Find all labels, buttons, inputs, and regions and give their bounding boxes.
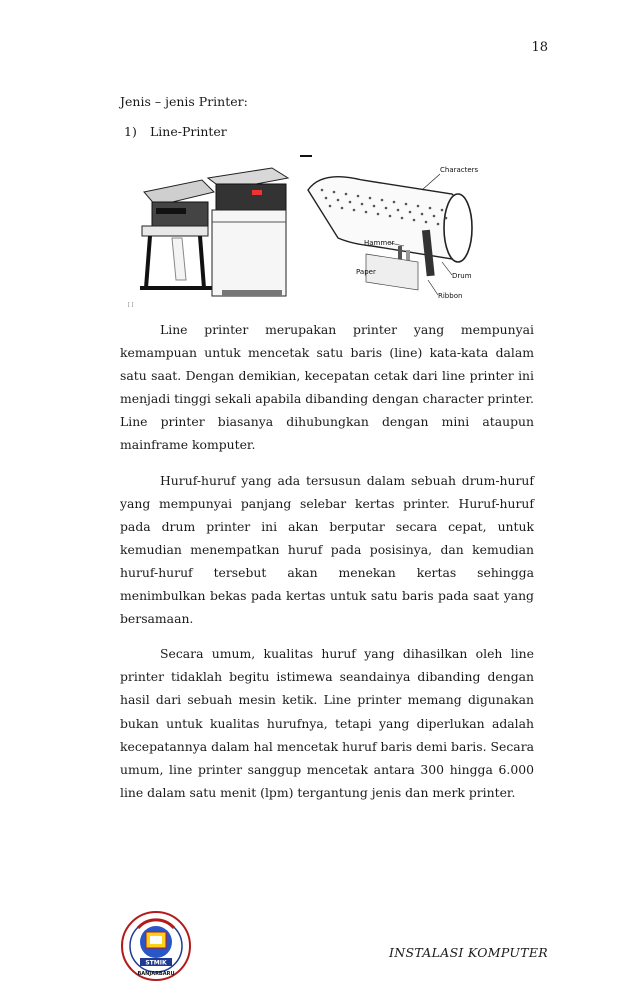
list-number: 1) xyxy=(124,124,137,139)
logo-city: BANJARBARU xyxy=(137,971,175,977)
list-label: Line-Printer xyxy=(149,124,227,139)
page-number: 18 xyxy=(531,40,548,55)
line-printer-figure xyxy=(122,150,490,310)
label-hammer: Hammer xyxy=(364,239,395,247)
paragraph-3: Secara umum, kualitas huruf yang dihasilkan oleh line printer tidaklah begitu istimewa seandainya dibanding dengan hasil dari sebuah mesin ketik. Line printer memang digunakan bukan untuk kualitas hurufnya, tetapi yang diperlukan adalah kecepatannya dalam hal mencetak huruf baris demi baris. Secara umum, line printer sanggup mencetak antara 300 hingga 6.000 line dalam satu menit (lpm) tergantung jenis dan merk printer. xyxy=(120,646,534,800)
line-printer-photo xyxy=(122,168,300,310)
body-text xyxy=(120,318,534,816)
label-ribbon: Ribbon xyxy=(438,292,463,300)
section-heading: Jenis – jenis Printer: xyxy=(120,94,248,109)
label-characters: Characters xyxy=(440,166,479,174)
stmik-logo xyxy=(120,910,192,982)
list-item-line-printer xyxy=(124,124,227,139)
label-paper: Paper xyxy=(356,268,376,276)
drum-diagram xyxy=(300,150,490,310)
logo-name: STMIK xyxy=(145,959,167,967)
label-drum: Drum xyxy=(452,272,472,280)
footer-title: INSTALASI KOMPUTER xyxy=(389,945,548,960)
paragraph-1: Line printer merupakan printer yang mempunyai kemampuan untuk mencetak satu baris (line) kata-kata dalam satu saat. Dengan demikian, kecepatan cetak dari line printer ini menjadi tinggi sekali apabila dibanding dengan character printer. Line printer biasanya dihubungkan dengan mini ataupun mainframe komputer. xyxy=(120,322,534,453)
svg-text:[ ]: [ ] xyxy=(128,302,134,308)
paragraph-2: Huruf-huruf yang ada tersusun dalam sebuah drum-huruf yang mempunyai panjang selebar kertas printer. Huruf-huruf pada drum printer ini akan berputar secara cepat, untuk kemudian menempatkan huruf pada posisinya, dan kemudian huruf-huruf tersebut akan menekan kertas sehingga menimbulkan bekas pada kertas untuk satu baris pada saat yang bersamaan. xyxy=(120,472,534,627)
